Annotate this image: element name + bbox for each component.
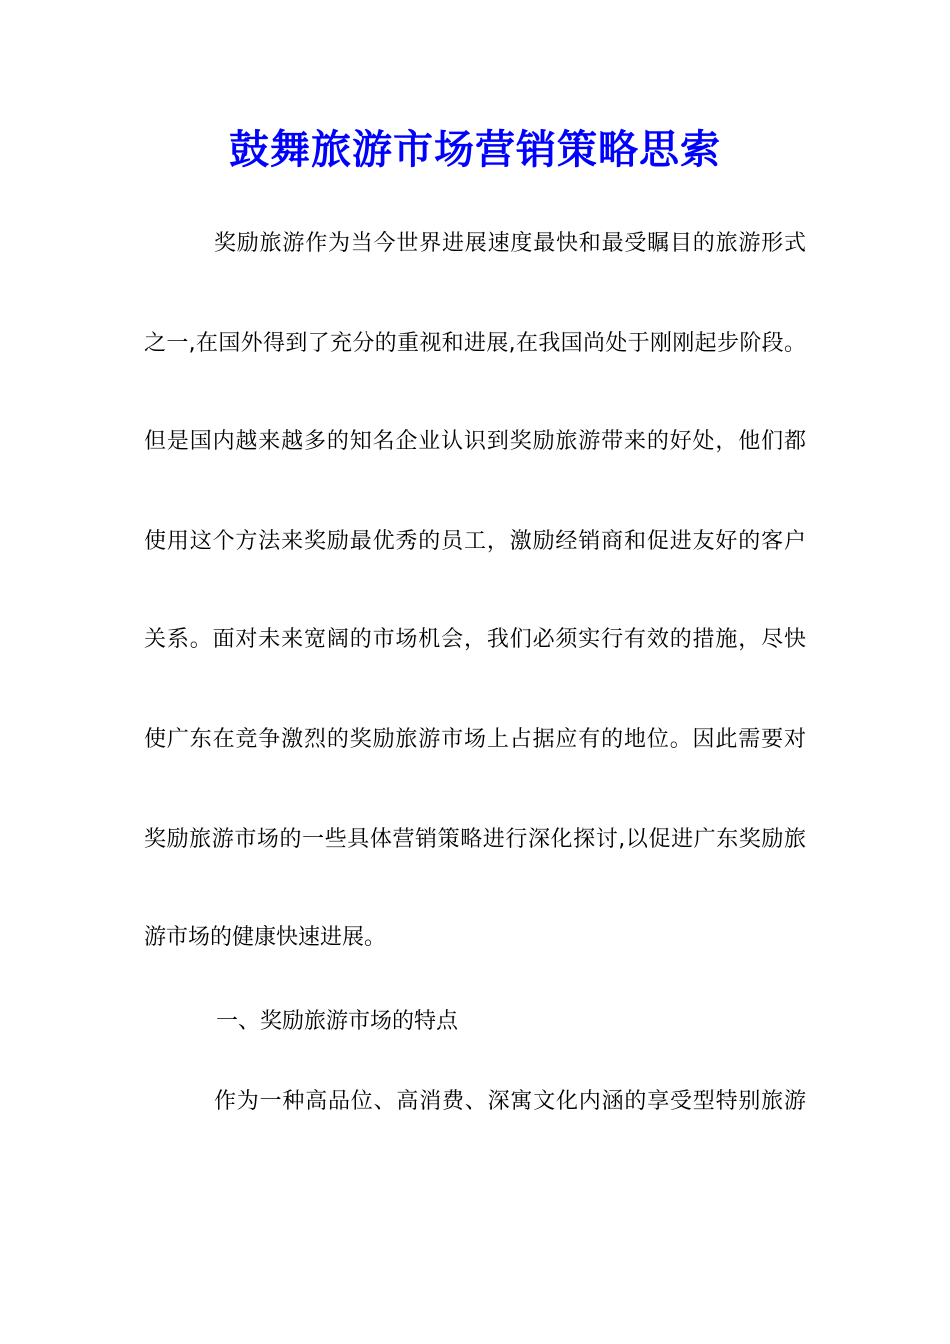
- paragraph-line: 之一,在国外得到了充分的重视和进展,在我国尚处于刚刚起步阶段。: [144, 331, 806, 356]
- paragraph-line: 使用这个方法来奖励最优秀的员工，激励经销商和促进友好的客户: [144, 529, 806, 554]
- document-title: 鼓舞旅游市场营销策略思索: [229, 126, 721, 173]
- section-heading: 一、奖励旅游市场的特点: [216, 1009, 459, 1034]
- paragraph-line: 关系。面对未来宽阔的市场机会，我们必须实行有效的措施，尽快: [144, 627, 806, 652]
- paragraph-line: 奖励旅游作为当今世界进展速度最快和最受瞩目的旅游形式: [214, 231, 806, 256]
- paragraph-line: 使广东在竞争激烈的奖励旅游市场上占据应有的地位。因此需要对: [144, 727, 806, 752]
- paragraph-line: 奖励旅游市场的一些具体营销策略进行深化探讨,以促进广东奖励旅: [144, 827, 806, 852]
- paragraph-line: 游市场的健康快速进展。: [144, 925, 387, 950]
- paragraph-line: 但是国内越来越多的知名企业认识到奖励旅游带来的好处，他们都: [144, 429, 806, 454]
- paragraph-line: 作为一种高品位、高消费、深寓文化内涵的享受型特别旅游: [214, 1089, 806, 1114]
